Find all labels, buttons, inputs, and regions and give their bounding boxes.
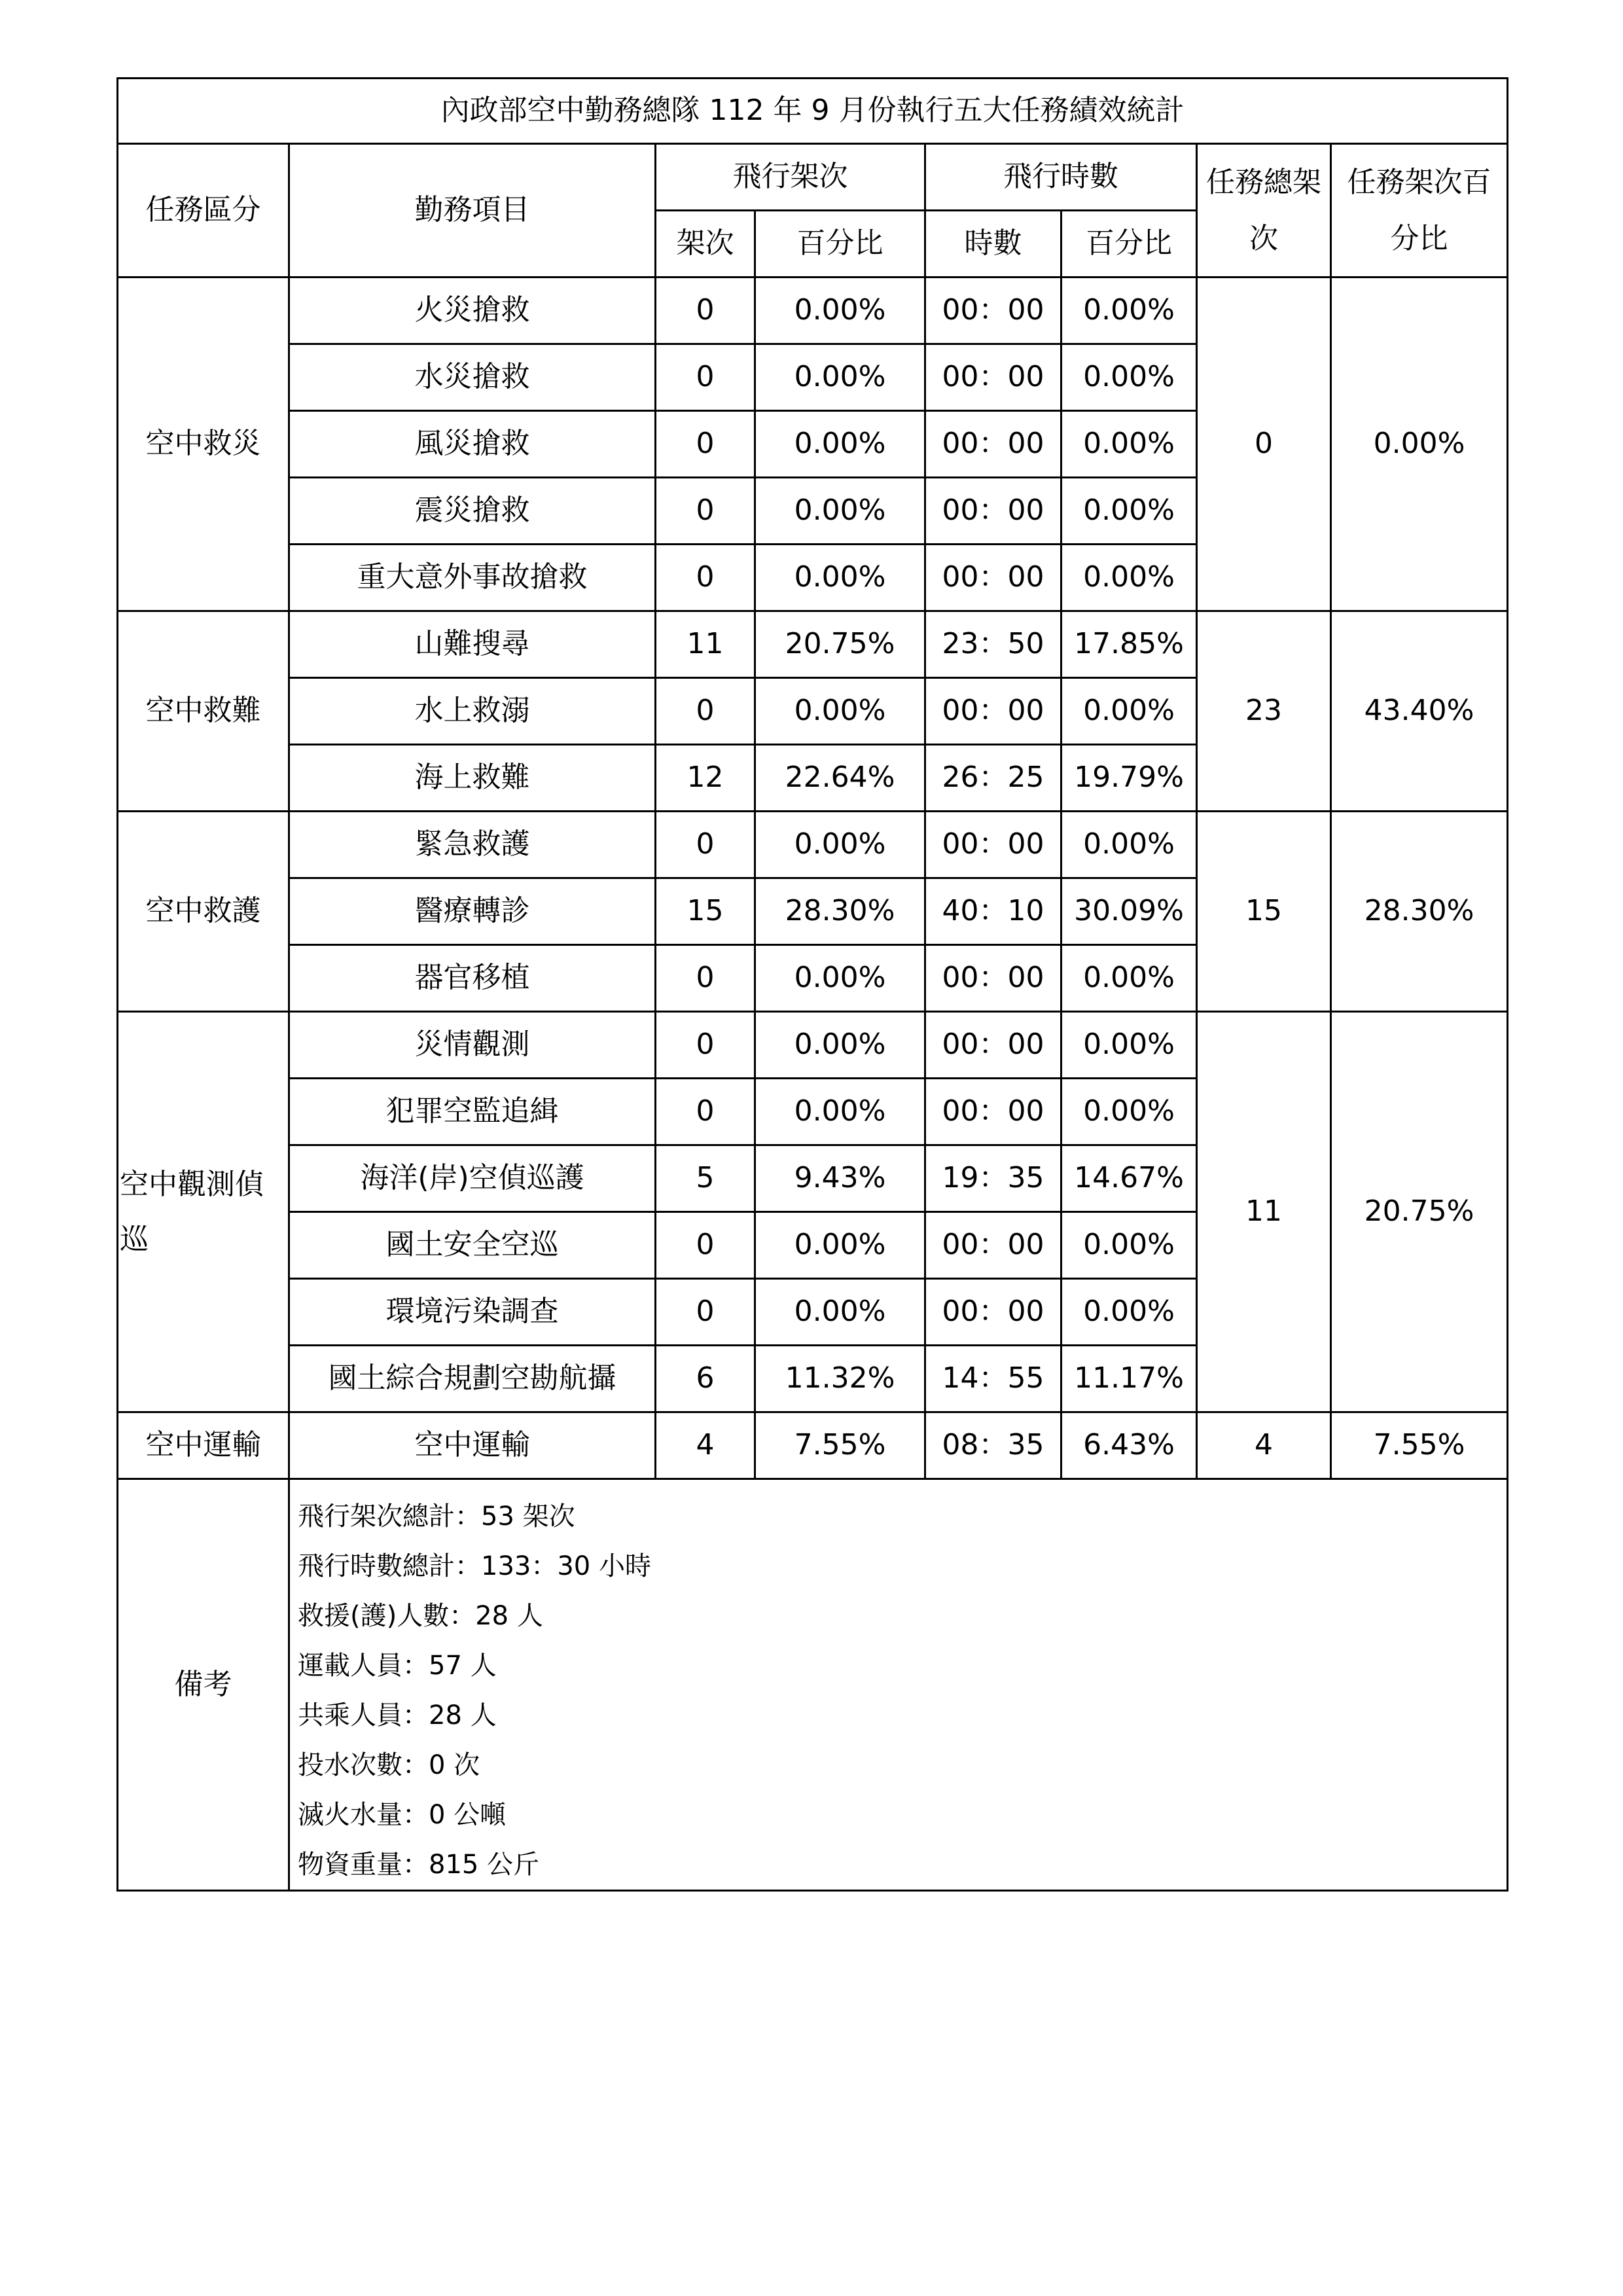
hours-percent-cell: 0.00%: [1061, 478, 1197, 545]
hours-cell: 19：35: [925, 1145, 1061, 1212]
note-line: 飛行架次總計：53 架次: [298, 1501, 575, 1532]
sorties-percent-cell: 0.00%: [755, 344, 925, 411]
sorties-percent-cell: 0.00%: [755, 478, 925, 545]
category-cell: 空中運輸: [118, 1412, 289, 1479]
table-row: [118, 1412, 1508, 1479]
total-sorties-cell: 0: [1197, 278, 1331, 611]
item-cell: 風災搶救: [289, 411, 656, 478]
hours-cell: 00：00: [925, 545, 1061, 611]
sorties-percent-cell: 0.00%: [755, 1212, 925, 1279]
total-percent-cell: 0.00%: [1331, 278, 1508, 611]
note-line: 滅火水量：0 公噸: [298, 1800, 507, 1830]
sorties-cell: 0: [656, 278, 755, 344]
sorties-cell: 0: [656, 1212, 755, 1279]
note-line: 共乘人員：28 人: [298, 1700, 497, 1731]
header-sortie-percent: 任務架次百分比: [1331, 144, 1508, 278]
table-title: 內政部空中勤務總隊 112 年 9 月份執行五大任務績效統計: [118, 79, 1508, 144]
sorties-cell: 0: [656, 945, 755, 1012]
hours-cell: 14：55: [925, 1346, 1061, 1412]
sorties-cell: 6: [656, 1346, 755, 1412]
hours-percent-cell: 0.00%: [1061, 278, 1197, 344]
header-sorties: 架次: [656, 211, 755, 278]
hours-cell: 00：00: [925, 1279, 1061, 1346]
item-cell: 國土安全空巡: [289, 1212, 656, 1279]
sorties-cell: 0: [656, 1279, 755, 1346]
sorties-percent-cell: 9.43%: [755, 1145, 925, 1212]
item-cell: 震災搶救: [289, 478, 656, 545]
item-cell: 災情觀測: [289, 1012, 656, 1079]
hours-percent-cell: 0.00%: [1061, 945, 1197, 1012]
header-hours-percent: 百分比: [1061, 211, 1197, 278]
sorties-percent-cell: 0.00%: [755, 1012, 925, 1079]
header-percent: 百分比: [755, 211, 925, 278]
sorties-percent-cell: 0.00%: [755, 678, 925, 745]
hours-cell: 00：00: [925, 1079, 1061, 1145]
item-cell: 器官移植: [289, 945, 656, 1012]
hours-cell: 00：00: [925, 344, 1061, 411]
item-cell: 山難搜尋: [289, 611, 656, 678]
sorties-percent-cell: 0.00%: [755, 1279, 925, 1346]
category-cell: 空中救護: [118, 812, 289, 1012]
hours-percent-cell: 6.43%: [1061, 1412, 1197, 1479]
item-cell: 醫療轉診: [289, 878, 656, 945]
hours-percent-cell: 30.09%: [1061, 878, 1197, 945]
hours-percent-cell: 0.00%: [1061, 344, 1197, 411]
sorties-percent-cell: 11.32%: [755, 1346, 925, 1412]
item-cell: 海洋(岸)空偵巡護: [289, 1145, 656, 1212]
hours-cell: 08：35: [925, 1412, 1061, 1479]
item-cell: 重大意外事故搶救: [289, 545, 656, 611]
sorties-cell: 5: [656, 1145, 755, 1212]
hours-percent-cell: 0.00%: [1061, 1079, 1197, 1145]
hours-cell: 00：00: [925, 411, 1061, 478]
header-category: 任務區分: [118, 144, 289, 278]
item-cell: 緊急救護: [289, 812, 656, 878]
sorties-cell: 0: [656, 1079, 755, 1145]
header-total-sorties: 任務總架次: [1197, 144, 1331, 278]
notes-cell: [289, 1479, 1508, 1891]
sorties-percent-cell: 0.00%: [755, 545, 925, 611]
note-line: 救援(護)人數：28 人: [298, 1601, 543, 1631]
hours-cell: 40：10: [925, 878, 1061, 945]
item-cell: 水上救溺: [289, 678, 656, 745]
sorties-percent-cell: 22.64%: [755, 745, 925, 812]
sorties-percent-cell: 0.00%: [755, 278, 925, 344]
total-sorties-cell: 4: [1197, 1412, 1331, 1479]
hours-percent-cell: 0.00%: [1061, 1279, 1197, 1346]
sorties-percent-cell: 7.55%: [755, 1412, 925, 1479]
hours-percent-cell: 11.17%: [1061, 1346, 1197, 1412]
hours-cell: 00：00: [925, 678, 1061, 745]
hours-percent-cell: 14.67%: [1061, 1145, 1197, 1212]
sorties-percent-cell: 0.00%: [755, 411, 925, 478]
hours-percent-cell: 19.79%: [1061, 745, 1197, 812]
item-cell: 空中運輸: [289, 1412, 656, 1479]
notes-label: 備考: [118, 1479, 289, 1891]
item-cell: 海上救難: [289, 745, 656, 812]
total-percent-cell: 43.40%: [1331, 611, 1508, 812]
note-line: 物資重量：815 公斤: [298, 1850, 540, 1880]
table-row: [118, 812, 1508, 878]
notes-row: [118, 1479, 1508, 1891]
note-line: 運載人員：57 人: [298, 1651, 497, 1681]
item-cell: 犯罪空監追緝: [289, 1079, 656, 1145]
sorties-cell: 0: [656, 478, 755, 545]
table-row: [118, 611, 1508, 678]
hours-cell: 00：00: [925, 945, 1061, 1012]
hours-percent-cell: 0.00%: [1061, 1212, 1197, 1279]
hours-cell: 00：00: [925, 812, 1061, 878]
hours-cell: 23：50: [925, 611, 1061, 678]
hours-percent-cell: 0.00%: [1061, 545, 1197, 611]
sorties-cell: 0: [656, 1012, 755, 1079]
total-percent-cell: 28.30%: [1331, 812, 1508, 1012]
sorties-cell: 0: [656, 812, 755, 878]
hours-cell: 00：00: [925, 478, 1061, 545]
item-cell: 水災搶救: [289, 344, 656, 411]
note-line: 投水次數：0 次: [298, 1750, 480, 1780]
header-hours: 時數: [925, 211, 1061, 278]
item-cell: 環境污染調查: [289, 1279, 656, 1346]
sorties-percent-cell: 20.75%: [755, 611, 925, 678]
sorties-percent-cell: 0.00%: [755, 812, 925, 878]
header-item: 勤務項目: [289, 144, 656, 278]
category-cell: 空中救災: [118, 278, 289, 611]
sorties-percent-cell: 0.00%: [755, 945, 925, 1012]
sorties-cell: 0: [656, 344, 755, 411]
sorties-percent-cell: 28.30%: [755, 878, 925, 945]
hours-percent-cell: 0.00%: [1061, 411, 1197, 478]
table-row: [118, 278, 1508, 344]
item-cell: 火災搶救: [289, 278, 656, 344]
item-cell: 國土綜合規劃空勘航攝: [289, 1346, 656, 1412]
hours-percent-cell: 0.00%: [1061, 678, 1197, 745]
hours-cell: 00：00: [925, 1212, 1061, 1279]
sorties-cell: 0: [656, 678, 755, 745]
total-percent-cell: 7.55%: [1331, 1412, 1508, 1479]
sorties-cell: 12: [656, 745, 755, 812]
hours-cell: 26：25: [925, 745, 1061, 812]
header-flight-sorties: 飛行架次: [656, 144, 925, 211]
hours-percent-cell: 0.00%: [1061, 812, 1197, 878]
category-cell: 空中救難: [118, 611, 289, 812]
total-percent-cell: 20.75%: [1331, 1012, 1508, 1412]
sorties-cell: 0: [656, 411, 755, 478]
total-sorties-cell: 11: [1197, 1012, 1331, 1412]
table-row: [118, 1012, 1508, 1079]
hours-percent-cell: 17.85%: [1061, 611, 1197, 678]
performance-table: [116, 77, 1508, 1892]
sorties-cell: 4: [656, 1412, 755, 1479]
sorties-cell: 15: [656, 878, 755, 945]
note-line: 飛行時數總計：133：30 小時: [298, 1551, 651, 1581]
header-flight-hours: 飛行時數: [925, 144, 1197, 211]
total-sorties-cell: 15: [1197, 812, 1331, 1012]
total-sorties-cell: 23: [1197, 611, 1331, 812]
sorties-percent-cell: 0.00%: [755, 1079, 925, 1145]
category-cell: 空中觀測偵巡: [118, 1012, 289, 1412]
hours-cell: 00：00: [925, 278, 1061, 344]
hours-percent-cell: 0.00%: [1061, 1012, 1197, 1079]
hours-cell: 00：00: [925, 1012, 1061, 1079]
sorties-cell: 11: [656, 611, 755, 678]
sorties-cell: 0: [656, 545, 755, 611]
